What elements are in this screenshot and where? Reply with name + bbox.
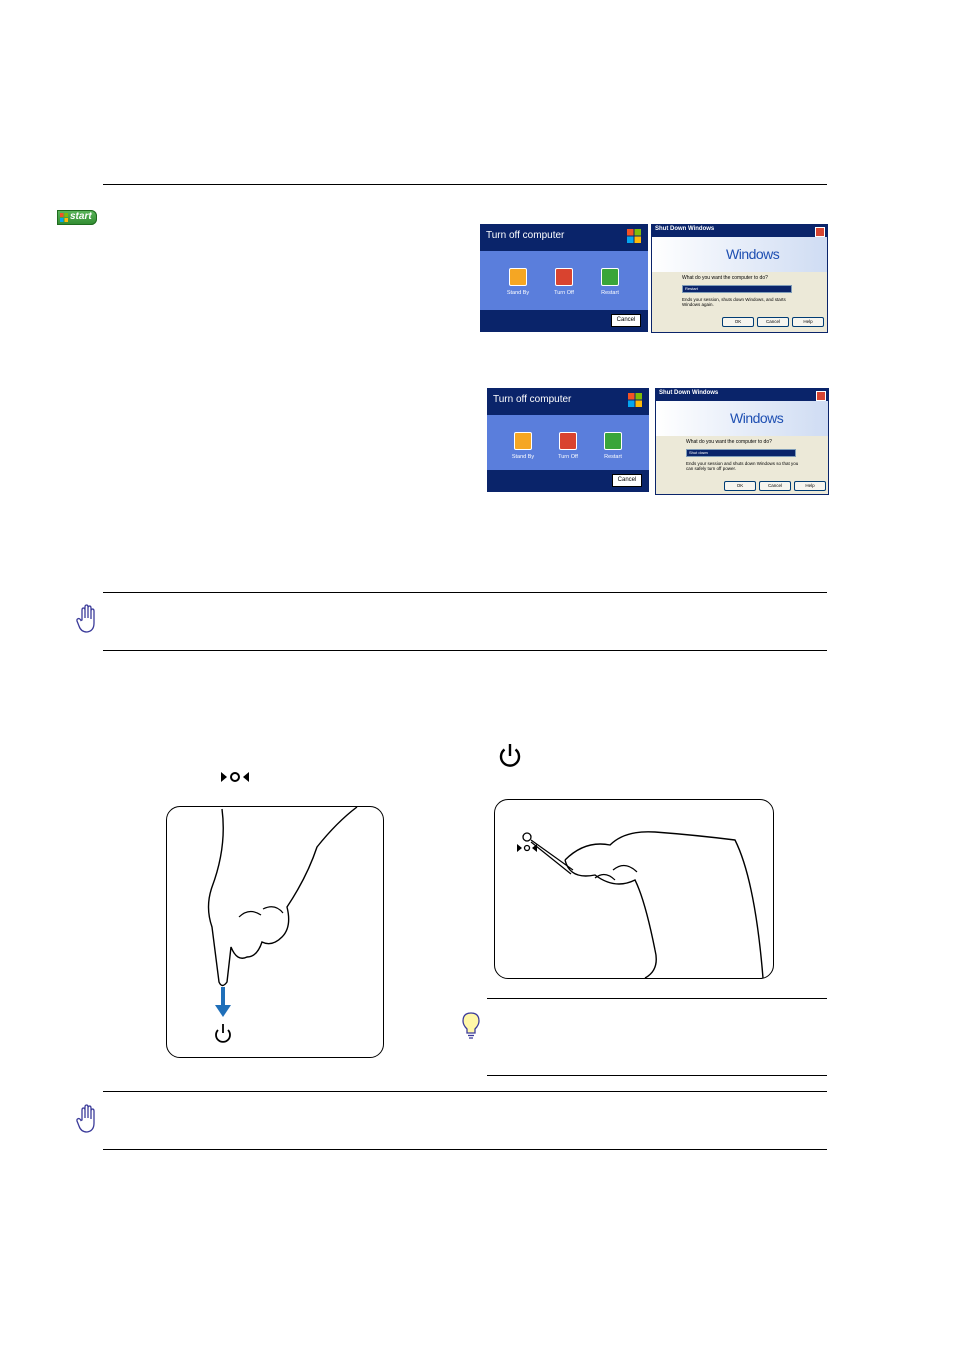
start-button-label: start xyxy=(70,211,92,222)
windows-label: Windows xyxy=(730,410,784,426)
tip-rule-bottom xyxy=(487,1075,827,1076)
note-rule-bottom xyxy=(103,650,827,651)
finger-illustration xyxy=(167,807,383,1057)
start-flag-icon xyxy=(60,213,68,222)
help-button[interactable]: Help xyxy=(792,317,824,327)
cancel-button[interactable]: Cancel xyxy=(612,474,642,487)
cancel-button[interactable]: Cancel xyxy=(757,317,789,327)
turnoff-dialog-restart xyxy=(480,224,648,332)
restart-option[interactable]: Restart xyxy=(595,432,631,460)
standby-icon xyxy=(514,432,532,450)
note2-rule-bottom xyxy=(103,1149,827,1150)
windows-logo-icon xyxy=(627,392,643,408)
restart-icon xyxy=(601,268,619,286)
standby-option[interactable]: Stand By xyxy=(500,268,536,296)
shutdown-question: What do you want the computer to do? xyxy=(682,275,768,281)
windows-label: Windows xyxy=(726,246,780,262)
note2-rule-top xyxy=(103,1091,827,1092)
close-icon[interactable] xyxy=(815,227,825,237)
figure-pin-reset xyxy=(494,799,774,979)
caution-hand-icon xyxy=(76,1104,98,1134)
note-rule-top xyxy=(103,592,827,593)
cancel-button[interactable]: Cancel xyxy=(759,481,791,491)
shutdown-title: Shut Down Windows xyxy=(659,390,719,396)
sleep-icon xyxy=(220,770,250,784)
shutdown-select[interactable]: Shut down xyxy=(686,449,796,457)
turnoff-dialog-shutdown xyxy=(487,388,649,492)
tip-bulb-icon xyxy=(461,1011,481,1039)
turnoff-title: Turn off computer xyxy=(486,230,565,241)
ok-button[interactable]: OK xyxy=(724,481,756,491)
shutdown-dialog-restart xyxy=(651,224,828,333)
shutdown-select[interactable]: Restart xyxy=(682,285,792,293)
power-icon xyxy=(497,742,523,770)
caution-hand-icon xyxy=(76,604,98,634)
start-button xyxy=(57,210,97,225)
restart-icon xyxy=(604,432,622,450)
close-icon[interactable] xyxy=(816,391,826,401)
pin-illustration xyxy=(495,800,773,978)
turnoff-option[interactable]: Turn Off xyxy=(550,432,586,460)
shutdown-title: Shut Down Windows xyxy=(655,226,715,232)
shutdown-question: What do you want the computer to do? xyxy=(686,439,772,445)
turnoff-icon xyxy=(559,432,577,450)
shutdown-description: Ends your session, shuts down Windows, and starts Windows again. xyxy=(682,297,786,307)
ok-button[interactable]: OK xyxy=(722,317,754,327)
windows-logo-icon xyxy=(626,228,642,244)
restart-option[interactable]: Restart xyxy=(592,268,628,296)
header-rule xyxy=(103,184,827,185)
help-button[interactable]: Help xyxy=(794,481,826,491)
tip-rule-top xyxy=(487,998,827,999)
figure-finger-press xyxy=(166,806,384,1058)
standby-icon xyxy=(509,268,527,286)
turnoff-icon xyxy=(555,268,573,286)
turnoff-option[interactable]: Turn Off xyxy=(546,268,582,296)
shutdown-description: Ends your session and shuts down Windows so that you can safely turn off power. xyxy=(686,461,799,471)
standby-option[interactable]: Stand By xyxy=(505,432,541,460)
cancel-button[interactable]: Cancel xyxy=(611,314,641,327)
turnoff-title: Turn off computer xyxy=(493,394,572,405)
shutdown-dialog-shutdown xyxy=(655,388,829,495)
